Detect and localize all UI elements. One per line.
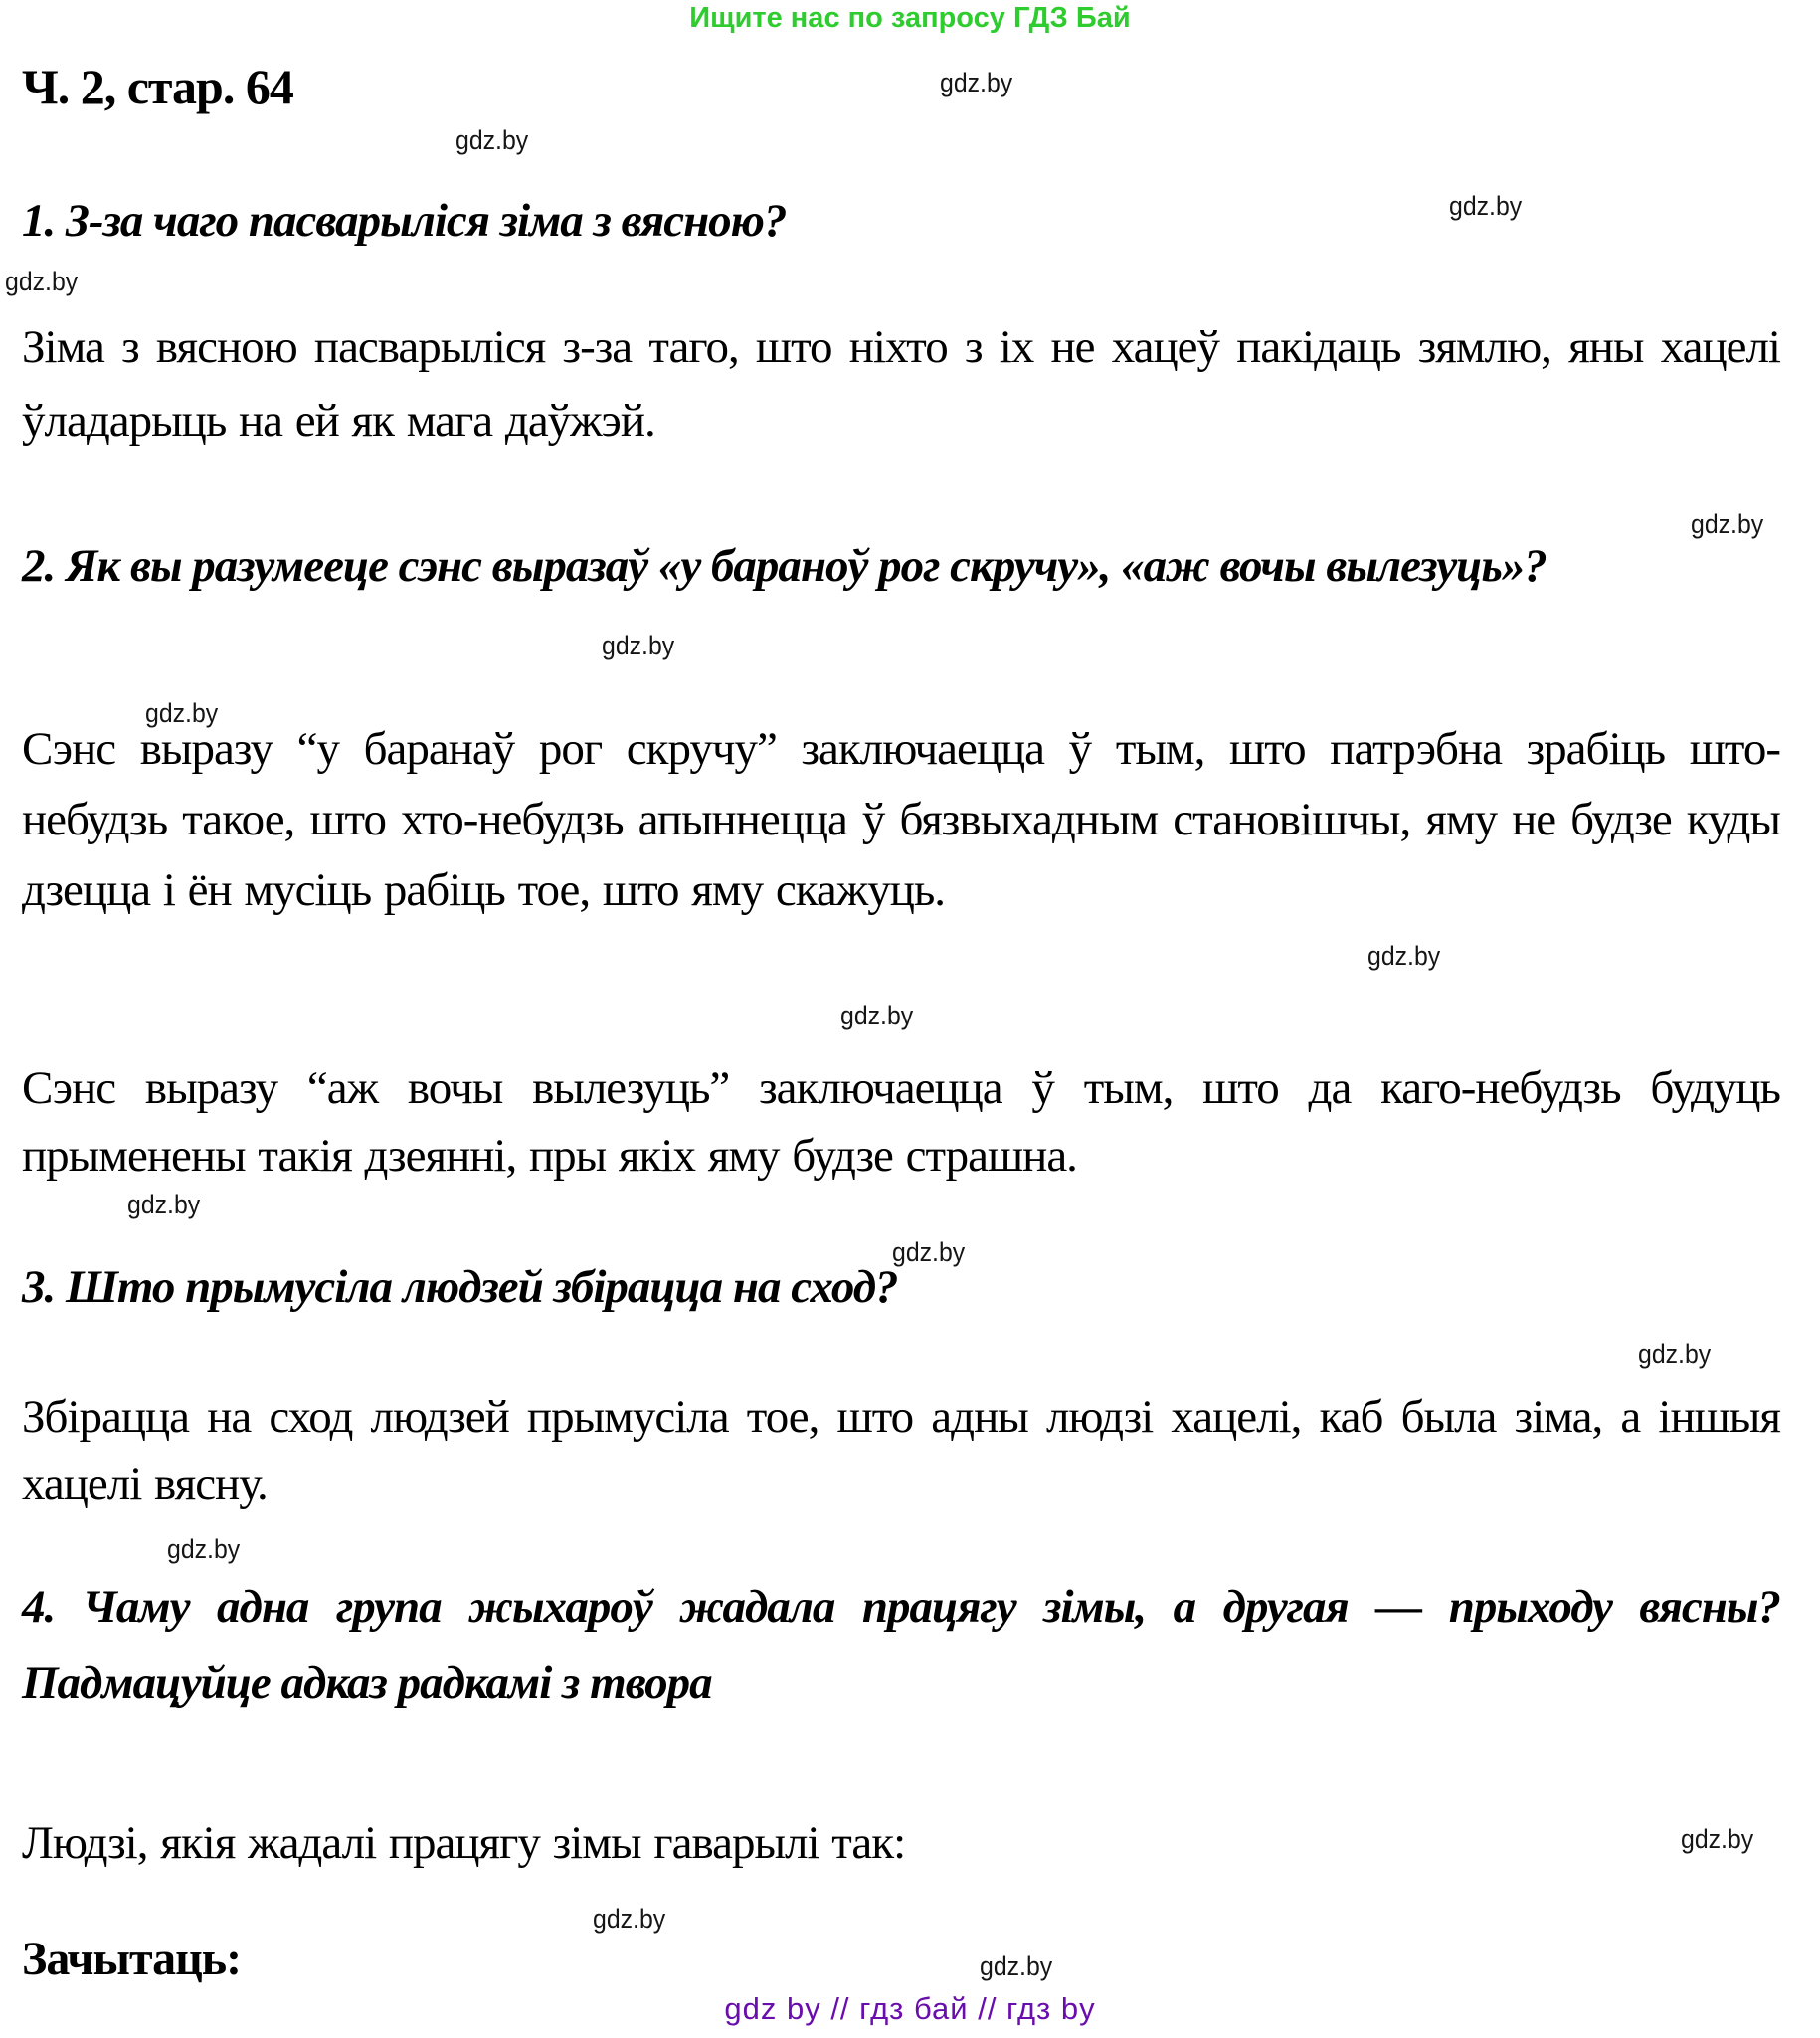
footer-tags: gdz by // гдз бай // гдз by: [724, 1991, 1096, 2026]
question-2: 2. Як вы разумееце сэнс выразаў «у бараноў рог скручу», «аж вочы вылезуць»?: [22, 540, 1547, 592]
gdz-watermark: gdz.by: [167, 1534, 241, 1564]
gdz-watermark: gdz.by: [1449, 191, 1523, 221]
gdz-watermark: gdz.by: [1638, 1339, 1712, 1369]
gdz-watermark: gdz.by: [455, 125, 529, 155]
answer-2-part-2: Сэнс выразу “аж вочы вылезуць” заключаецца ў тым, што да каго-небудзь будуць прыменены такія дзеянні, пры якіх яму будзе страшна.: [22, 1062, 1780, 1182]
gdz-watermark: gdz.by: [1691, 509, 1764, 539]
gdz-watermark: gdz.by: [1367, 941, 1441, 971]
gdz-watermark: gdz.by: [980, 1951, 1053, 1981]
page-title: Ч. 2, стар. 64: [22, 59, 293, 114]
answer-3: Збірацца на сход людзей прымусіла тое, што адны людзі хацелі, каб была зіма, а іншыя хацелі вясну.: [22, 1391, 1780, 1510]
answer-4-intro: Людзі, якія жадалі працягу зімы гаварылі так:: [22, 1817, 906, 1869]
gdz-watermark: gdz.by: [127, 1190, 201, 1219]
gdz-watermark: gdz.by: [940, 68, 1013, 97]
promo-banner: Ищите нас по запросу ГДЗ Бай: [689, 2, 1131, 34]
gdz-watermark: gdz.by: [593, 1904, 666, 1934]
answer-2-part-1: Сэнс выразу “у баранаў рог скручу” заключаецца ў тым, што патрэбна зрабіць што-небудзь такое, што хто-небудзь апыннецца ў бязвыхадным становішчы, яму не будзе куды дзецца і ён мусіць рабіць тое, што яму скажуць.: [22, 723, 1780, 916]
gdz-watermark: gdz.by: [145, 698, 219, 728]
gdz-watermark: gdz.by: [1681, 1824, 1754, 1854]
gdz-watermark: gdz.by: [5, 267, 79, 296]
gdz-watermark: gdz.by: [602, 631, 675, 660]
question-1: 1. З-за чаго пасварыліся зіма з вясною?: [22, 195, 787, 247]
gdz-watermark: gdz.by: [840, 1001, 914, 1030]
answer-1: Зіма з вясною пасварыліся з-за таго, што ніхто з іх не хацеў пакідаць зямлю, яны хацелі ўладарыць на ей як мага даўжэй.: [22, 321, 1780, 447]
question-3: 3. Што прымусіла людзей збірацца на сход?: [22, 1261, 898, 1313]
gdz-watermark: gdz.by: [892, 1237, 966, 1267]
question-4: 4. Чаму адна група жыхароў жадала працягу зімы, а другая — прыходу вясны? Падмацуйце адказ радкамі з твора: [22, 1581, 1780, 1709]
answer-4-action-label: Зачытаць:: [22, 1933, 242, 1985]
